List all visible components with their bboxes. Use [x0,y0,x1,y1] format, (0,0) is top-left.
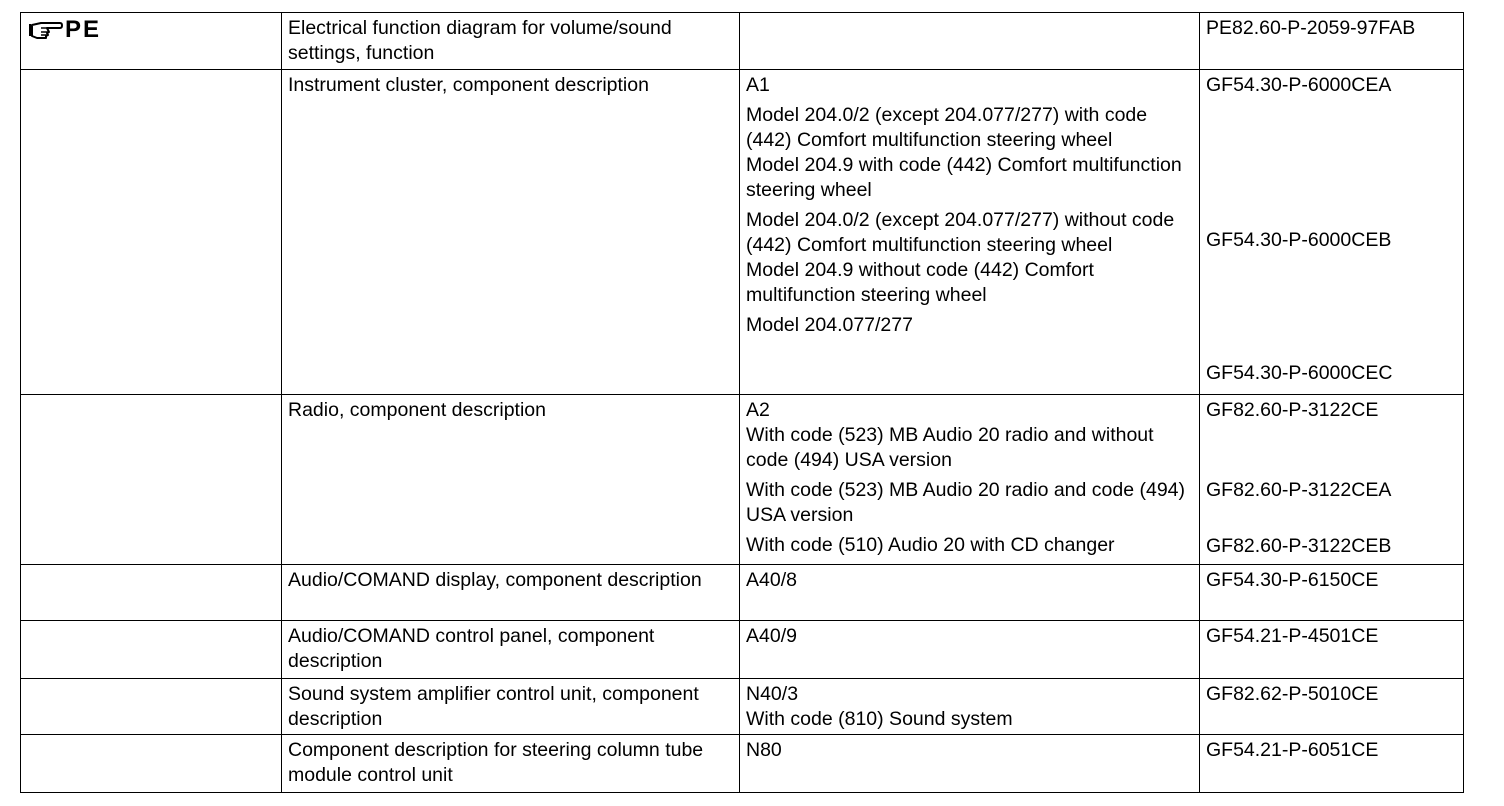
marker-cell [21,13,282,70]
table-row [21,621,1464,679]
pointing-hand-icon [27,18,63,42]
doc-cell [1200,395,1464,565]
doc-link[interactable]: GF82.62-P-5010CE [1200,679,1464,735]
code-line: A40/8 [746,569,797,591]
code-line: Model 204.0/2 (except 204.077/277) without code (442) Comfort multifunction steering wheel [746,209,1175,256]
code-line: A40/9 [746,625,797,647]
code-line: A2 [746,399,770,421]
code-line: N40/3 [746,683,799,705]
description-cell: Instrument cluster, component description [282,70,740,395]
table-row [21,13,1464,70]
doc-link[interactable]: GF54.30-P-6000CEC [1206,362,1393,384]
reference-table [20,12,1464,793]
marker-cell [21,70,282,395]
doc-link[interactable]: GF82.60-P-3122CEB [1206,535,1392,557]
code-line: Model 204.9 without code (442) Comfort multifunction steering wheel [746,259,1094,306]
table-row [21,565,1464,621]
doc-link[interactable]: PE82.60-P-2059-97FAB [1200,13,1464,70]
table-row [21,70,1464,395]
table-row [21,395,1464,565]
marker-cell [21,735,282,793]
code-cell [740,621,1200,679]
doc-link[interactable]: GF54.30-P-6000CEB [1206,229,1392,251]
code-line: A1 [746,74,770,96]
code-cell [740,70,1200,395]
code-line: Model 204.077/277 [746,314,913,336]
marker-cell [21,679,282,735]
description-cell: Electrical function diagram for volume/sound settings, function [282,13,740,70]
code-line: Model 204.0/2 (except 204.077/277) with code (442) Comfort multifunction steering wheel [746,104,1148,151]
doc-link[interactable]: GF82.60-P-3122CEA [1206,479,1392,501]
code-cell [740,735,1200,793]
code-cell [740,395,1200,565]
marker-cell [21,621,282,679]
code-line: With code (510) Audio 20 with CD changer [746,534,1115,556]
description-cell: Audio/COMAND display, component description [282,565,740,621]
doc-link[interactable]: GF54.21-P-6051CE [1200,735,1464,793]
doc-link[interactable]: GF54.30-P-6150CE [1200,565,1464,621]
doc-link[interactable]: GF54.21-P-4501CE [1200,621,1464,679]
code-line: With code (523) MB Audio 20 radio and without code (494) USA version [746,424,1154,471]
code-line: With code (523) MB Audio 20 radio and code (494) USA version [746,479,1186,526]
description-cell: Radio, component description [282,395,740,565]
table-row [21,679,1464,735]
code-line: Model 204.9 with code (442) Comfort multifunction steering wheel [746,154,1182,201]
doc-cell [1200,70,1464,395]
doc-link[interactable]: GF82.60-P-3122CE [1206,399,1379,421]
doc-link[interactable]: GF54.30-P-6000CEA [1206,74,1392,96]
table-row [21,735,1464,793]
code-line: With code (810) Sound system [746,708,1013,730]
marker-cell [21,565,282,621]
description-cell: Sound system amplifier control unit, component description [282,679,740,735]
pe-marker [27,16,275,44]
description-cell: Component description for steering column tube module control unit [282,735,740,793]
marker-cell [21,395,282,565]
description-cell: Audio/COMAND control panel, component description [282,621,740,679]
code-cell [740,565,1200,621]
pe-label: PE [65,16,102,43]
code-cell [740,679,1200,735]
code-cell [740,13,1200,70]
code-line: N80 [746,739,782,761]
